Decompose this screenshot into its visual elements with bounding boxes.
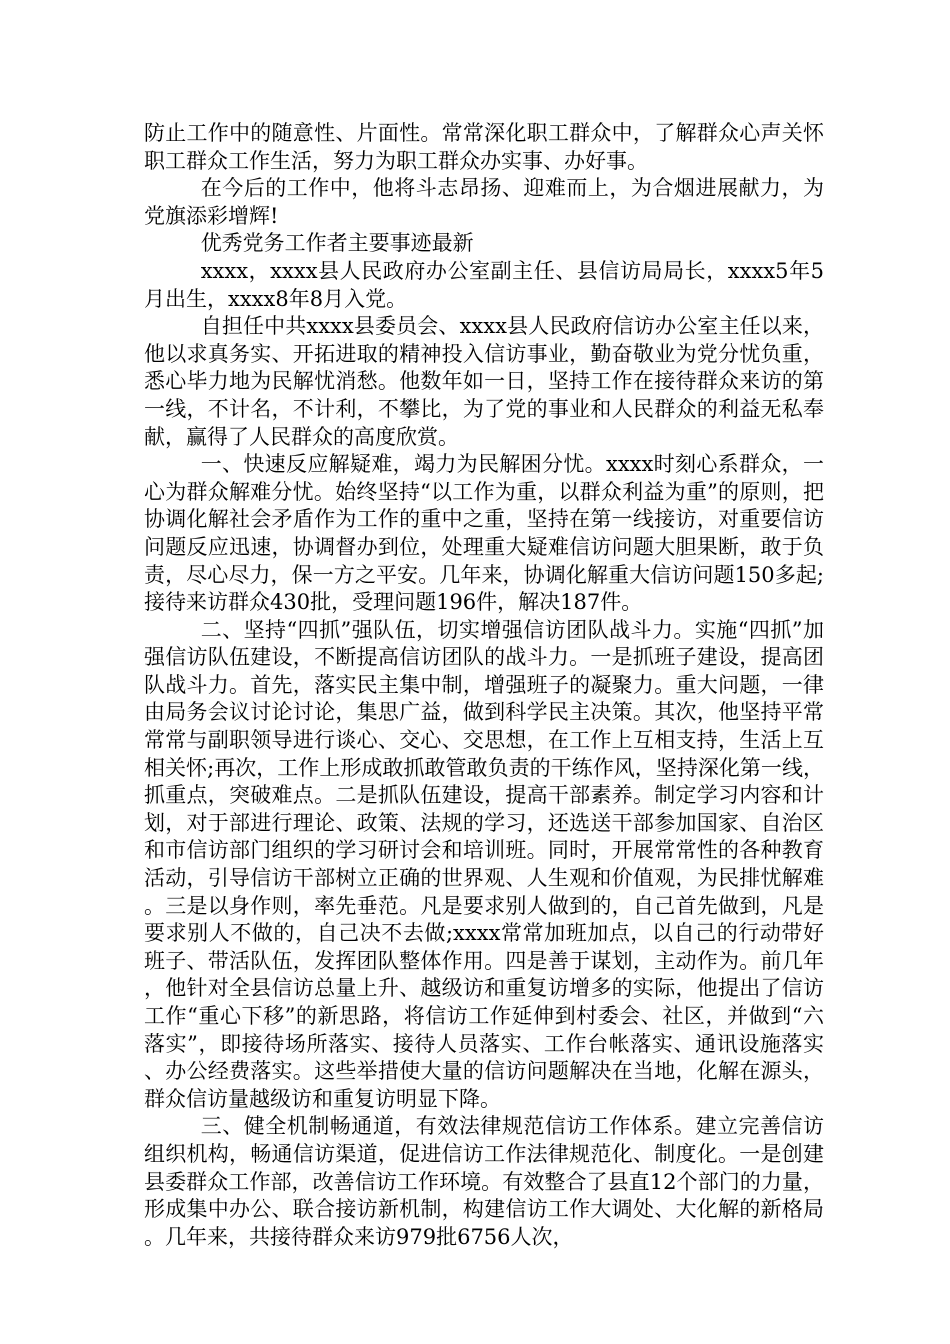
paragraph-point-three: 三、健全机制畅通道，有效法律规范信访工作体系。建立完善信访组织机构，畅通信访渠道，促进信访工作法律规范化、制度化。一是创建县委群众工作部，改善信访工作环境。有效整合了县直12个部门的力量，形成集中办公、联合接访新机制，构建信访工作大调处、大化解的新格局。几年来，共接待群众来访979批6756人次， (144, 1114, 824, 1249)
section-heading: 优秀党务工作者主要事迹最新 (200, 231, 474, 256)
paragraph-2: 在今后的工作中，他将斗志昂扬、迎难而上，为合烟进展献力，为党旗添彩增辉! (144, 176, 824, 228)
paragraph-point-two: 二、坚持“四抓”强队伍，切实增强信访团队战斗力。实施“四抓”加强信访队伍建设，不断提高信访团队的战斗力。一是抓班子建设，提高团队战斗力。首先，落实民主集中制，增强班子的凝聚力。重大问题，一律由局务会议讨论讨论，集思广益，做到科学民主决策。其次，他坚持平常常常与副职领导进行谈心、交心、交思想，在工作上互相支持，生活上互相关怀;再次，工作上形成敢抓敢管敢负责的干练作风，坚持深化第一线，抓重点，突破难点。二是抓队伍建设，提高干部素养。制定学习内容和计划，对于部进行理论、政策、法规的学习，还选送干部参加国家、自治区和市信访部门组织的学习研讨会和培训班。同时，开展常常性的各种教育活动，引导信访干部树立正确的世界观、人生观和价值观，为民排忧解难。三是以身作则，率先垂范。凡是要求别人做到的，自己首先做到，凡是要求别人不做的，自己决不去做;xxxx常常加班加点，以自己的行动带好班子、带活队伍，发挥团队整体作用。四是善于谋划，主动作为。前几年，他针对全县信访总量上升、越级访和重复访增多的实际，他提出了信访工作“重心下移”的新思路，将信访工作延伸到村委会、社区，并做到“六落实”，即接待场所落实、接待人员落实、工作台帐落实、通讯设施落实、办公经费落实。这些举措使大量的信访问题解决在当地，化解在源头，群众信访量越级访和重复访明显下降。 (144, 617, 824, 1111)
paragraph-point-one: 一、快速反应解疑难，竭力为民解困分忧。xxxx时刻心系群众，一心为群众解难分忧。始终坚持“以工作为重，以群众利益为重”的原则，把协调化解社会矛盾作为工作的重中之重，坚持在第一线接访，对重要信访问题反应迅速，协调督办到位，处理重大疑难信访问题大胆果断，敢于负责，尽心尽力，保一方之平安。几年来，协调化解重大信访问题150多起;接待来访群众430批，受理问题196件，解决187件。 (144, 452, 824, 615)
document-page (144, 120, 824, 1251)
paragraph-intro: xxxx，xxxx县人民政府办公室副主任、县信访局局长，xxxx5年5月出生，xxxx8年8月入党。 (144, 258, 824, 311)
paragraph-background: 自担任中共xxxx县委员会、xxxx县人民政府信访办公室主任以来，他以求真务实、开拓进取的精神投入信访事业，勤奋敬业为党分忧负重，悉心毕力地为民解忧消愁。他数年如一日，坚持工作在接待群众来访的第一线，不计名，不计利，不攀比，为了党的事业和人民群众的利益无私奉献，赢得了人民群众的高度欣赏。 (144, 314, 824, 449)
paragraph-1: 防止工作中的随意性、片面性。常常深化职工群众中，了解群众心声关怀职工群众工作生活，努力为职工群众办实事、办好事。 (144, 121, 824, 173)
